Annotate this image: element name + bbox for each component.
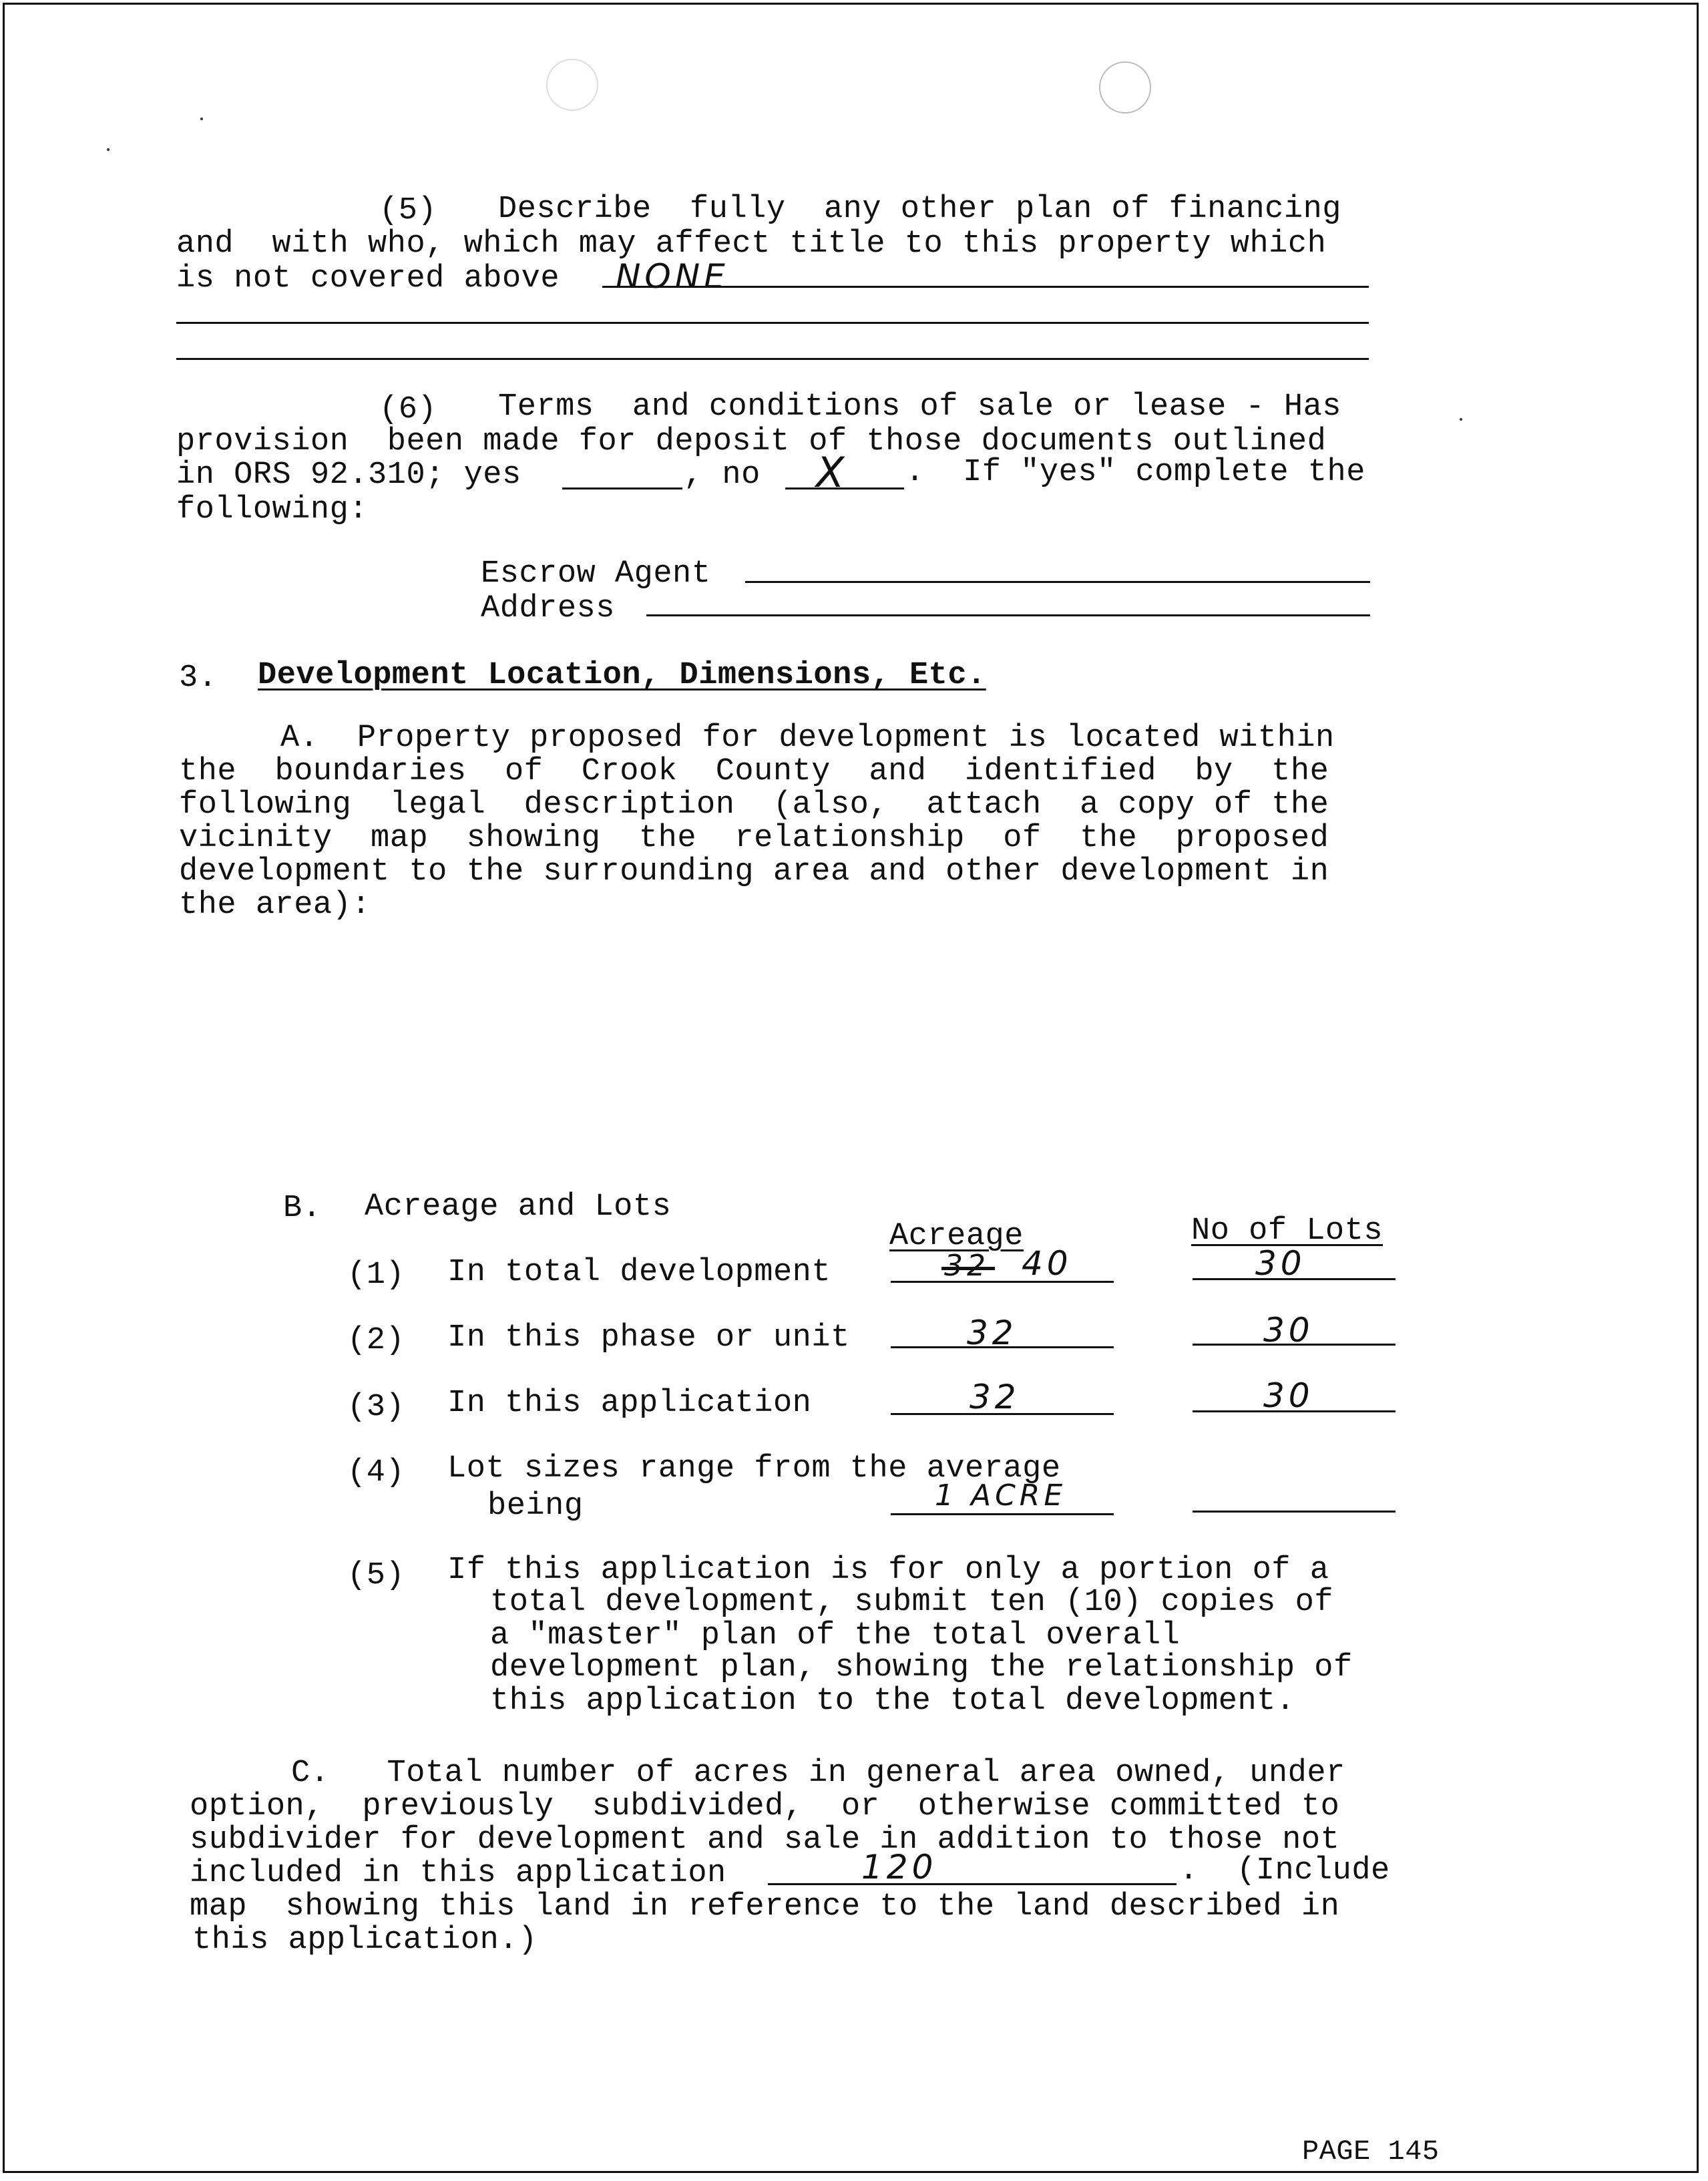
s6-line2: provision been made for deposit of those documents outlined — [176, 424, 1327, 459]
s6-line3b: , no — [684, 457, 761, 493]
address-label: Address — [481, 591, 615, 626]
s3a-line4: vicinity map showing the relationship of the proposed — [179, 821, 1329, 856]
s3a-line2: the boundaries of Crook County and identified by the — [179, 754, 1329, 789]
s3c-line4b: . (Include — [1179, 1853, 1390, 1889]
row4-acreage: 1 ACRE — [935, 1478, 1067, 1513]
s3c-line1: C. Total number of acres in general area owned, under — [291, 1756, 1345, 1791]
row2-acreage: 32 — [967, 1314, 1018, 1352]
row1-acreage-line — [891, 1281, 1114, 1283]
s3b-title: Acreage and Lots — [365, 1189, 672, 1225]
s5-answer-line — [602, 286, 1369, 288]
s3a-line6: the area): — [179, 887, 371, 923]
speck — [107, 148, 110, 151]
s5-number: (5) — [379, 193, 437, 228]
s6-line4: following: — [176, 492, 369, 528]
s3a-line3: following legal description (also, attach a copy of the — [179, 787, 1329, 823]
row2-lots: 30 — [1263, 1311, 1314, 1350]
row5-line5: this application to the total development. — [490, 1683, 1295, 1719]
row1-label: In total development — [447, 1255, 831, 1290]
s3c-line2: option, previously subdivided, or otherwise committed to — [190, 1789, 1340, 1824]
row5-line4: development plan, showing the relationship of — [490, 1650, 1353, 1686]
row1-acreage: 40 — [1022, 1244, 1072, 1283]
s6-number: (6) — [379, 392, 437, 427]
row5-line1: If this application is for only a portion of a — [447, 1553, 1329, 1588]
row4-line2: being — [487, 1489, 584, 1524]
row1-acreage-struck: 32 — [944, 1249, 990, 1283]
row4-lots-line — [1193, 1511, 1396, 1513]
row5-line3: a "master" plan of the total overall — [490, 1618, 1181, 1653]
row2-label: In this phase or unit — [447, 1320, 850, 1356]
s5-blank-line-2 — [176, 322, 1369, 324]
punch-hole-right — [1099, 61, 1151, 114]
row3-acreage-line — [891, 1413, 1114, 1415]
row4-line1: Lot sizes range from the average — [447, 1451, 1061, 1486]
speck — [1460, 418, 1462, 421]
s3c-line4a: included in this application — [190, 1856, 726, 1891]
row1-lots: 30 — [1255, 1244, 1306, 1283]
row3-acreage: 32 — [970, 1378, 1020, 1416]
row4-number: (4) — [347, 1455, 405, 1491]
s3a-line5: development to the surrounding area and other development in — [179, 854, 1329, 889]
row3-lots: 30 — [1263, 1376, 1314, 1415]
row1-lots-line — [1193, 1278, 1396, 1280]
address-line — [646, 614, 1370, 616]
s5-line1: Describe fully any other plan of financing — [498, 192, 1342, 227]
s3c-line3: subdivider for development and sale in addition to those not — [190, 1822, 1340, 1858]
row2-lots-line — [1193, 1344, 1396, 1346]
escrow-agent-line — [745, 581, 1370, 583]
s6-line3a: in ORS 92.310; yes — [176, 457, 521, 493]
s5-line2: and with who, which may affect title to this property which — [176, 226, 1327, 262]
s6-line1: Terms and conditions of sale or lease - Has — [498, 389, 1342, 425]
s5-blank-line-3 — [176, 358, 1369, 360]
section3-title: Development Location, Dimensions, Etc. — [258, 658, 986, 693]
speck — [200, 118, 203, 120]
row5-number: (5) — [347, 1558, 405, 1593]
s3c-line5: map showing this land in reference to the land described in — [190, 1889, 1340, 1925]
row4-acreage-line — [891, 1513, 1114, 1515]
row3-lots-line — [1193, 1410, 1396, 1412]
row3-number: (3) — [347, 1390, 405, 1425]
section3-number: 3. — [179, 660, 218, 696]
row1-number: (1) — [347, 1257, 405, 1293]
s3b-label: B. — [283, 1191, 322, 1226]
row3-label: In this application — [447, 1386, 812, 1421]
s3c-line6: this application.) — [192, 1923, 538, 1958]
row2-acreage-line — [891, 1346, 1114, 1348]
col-acreage-header: Acreage — [889, 1219, 1024, 1254]
s3c-answer: 120 — [861, 1848, 937, 1887]
punch-hole-left — [546, 59, 598, 111]
s3a-line1: A. Property proposed for development is located within — [280, 721, 1335, 756]
s6-no-mark: X — [816, 448, 849, 497]
escrow-agent-label: Escrow Agent — [481, 556, 711, 592]
s6-yes-blank — [562, 487, 682, 489]
col-lots-header: No of Lots — [1191, 1213, 1383, 1249]
row5-line2: total development, submit ten (10) copies of — [490, 1585, 1334, 1620]
s3c-answer-line — [768, 1883, 1177, 1885]
row2-number: (2) — [347, 1323, 405, 1358]
s5-answer: NONE — [616, 257, 729, 296]
page-number: PAGE 145 — [1302, 2136, 1440, 2168]
s5-line3-label: is not covered above — [176, 261, 560, 296]
s6-line3c: . If "yes" complete the — [905, 455, 1365, 490]
row1-strikeout — [941, 1267, 995, 1270]
